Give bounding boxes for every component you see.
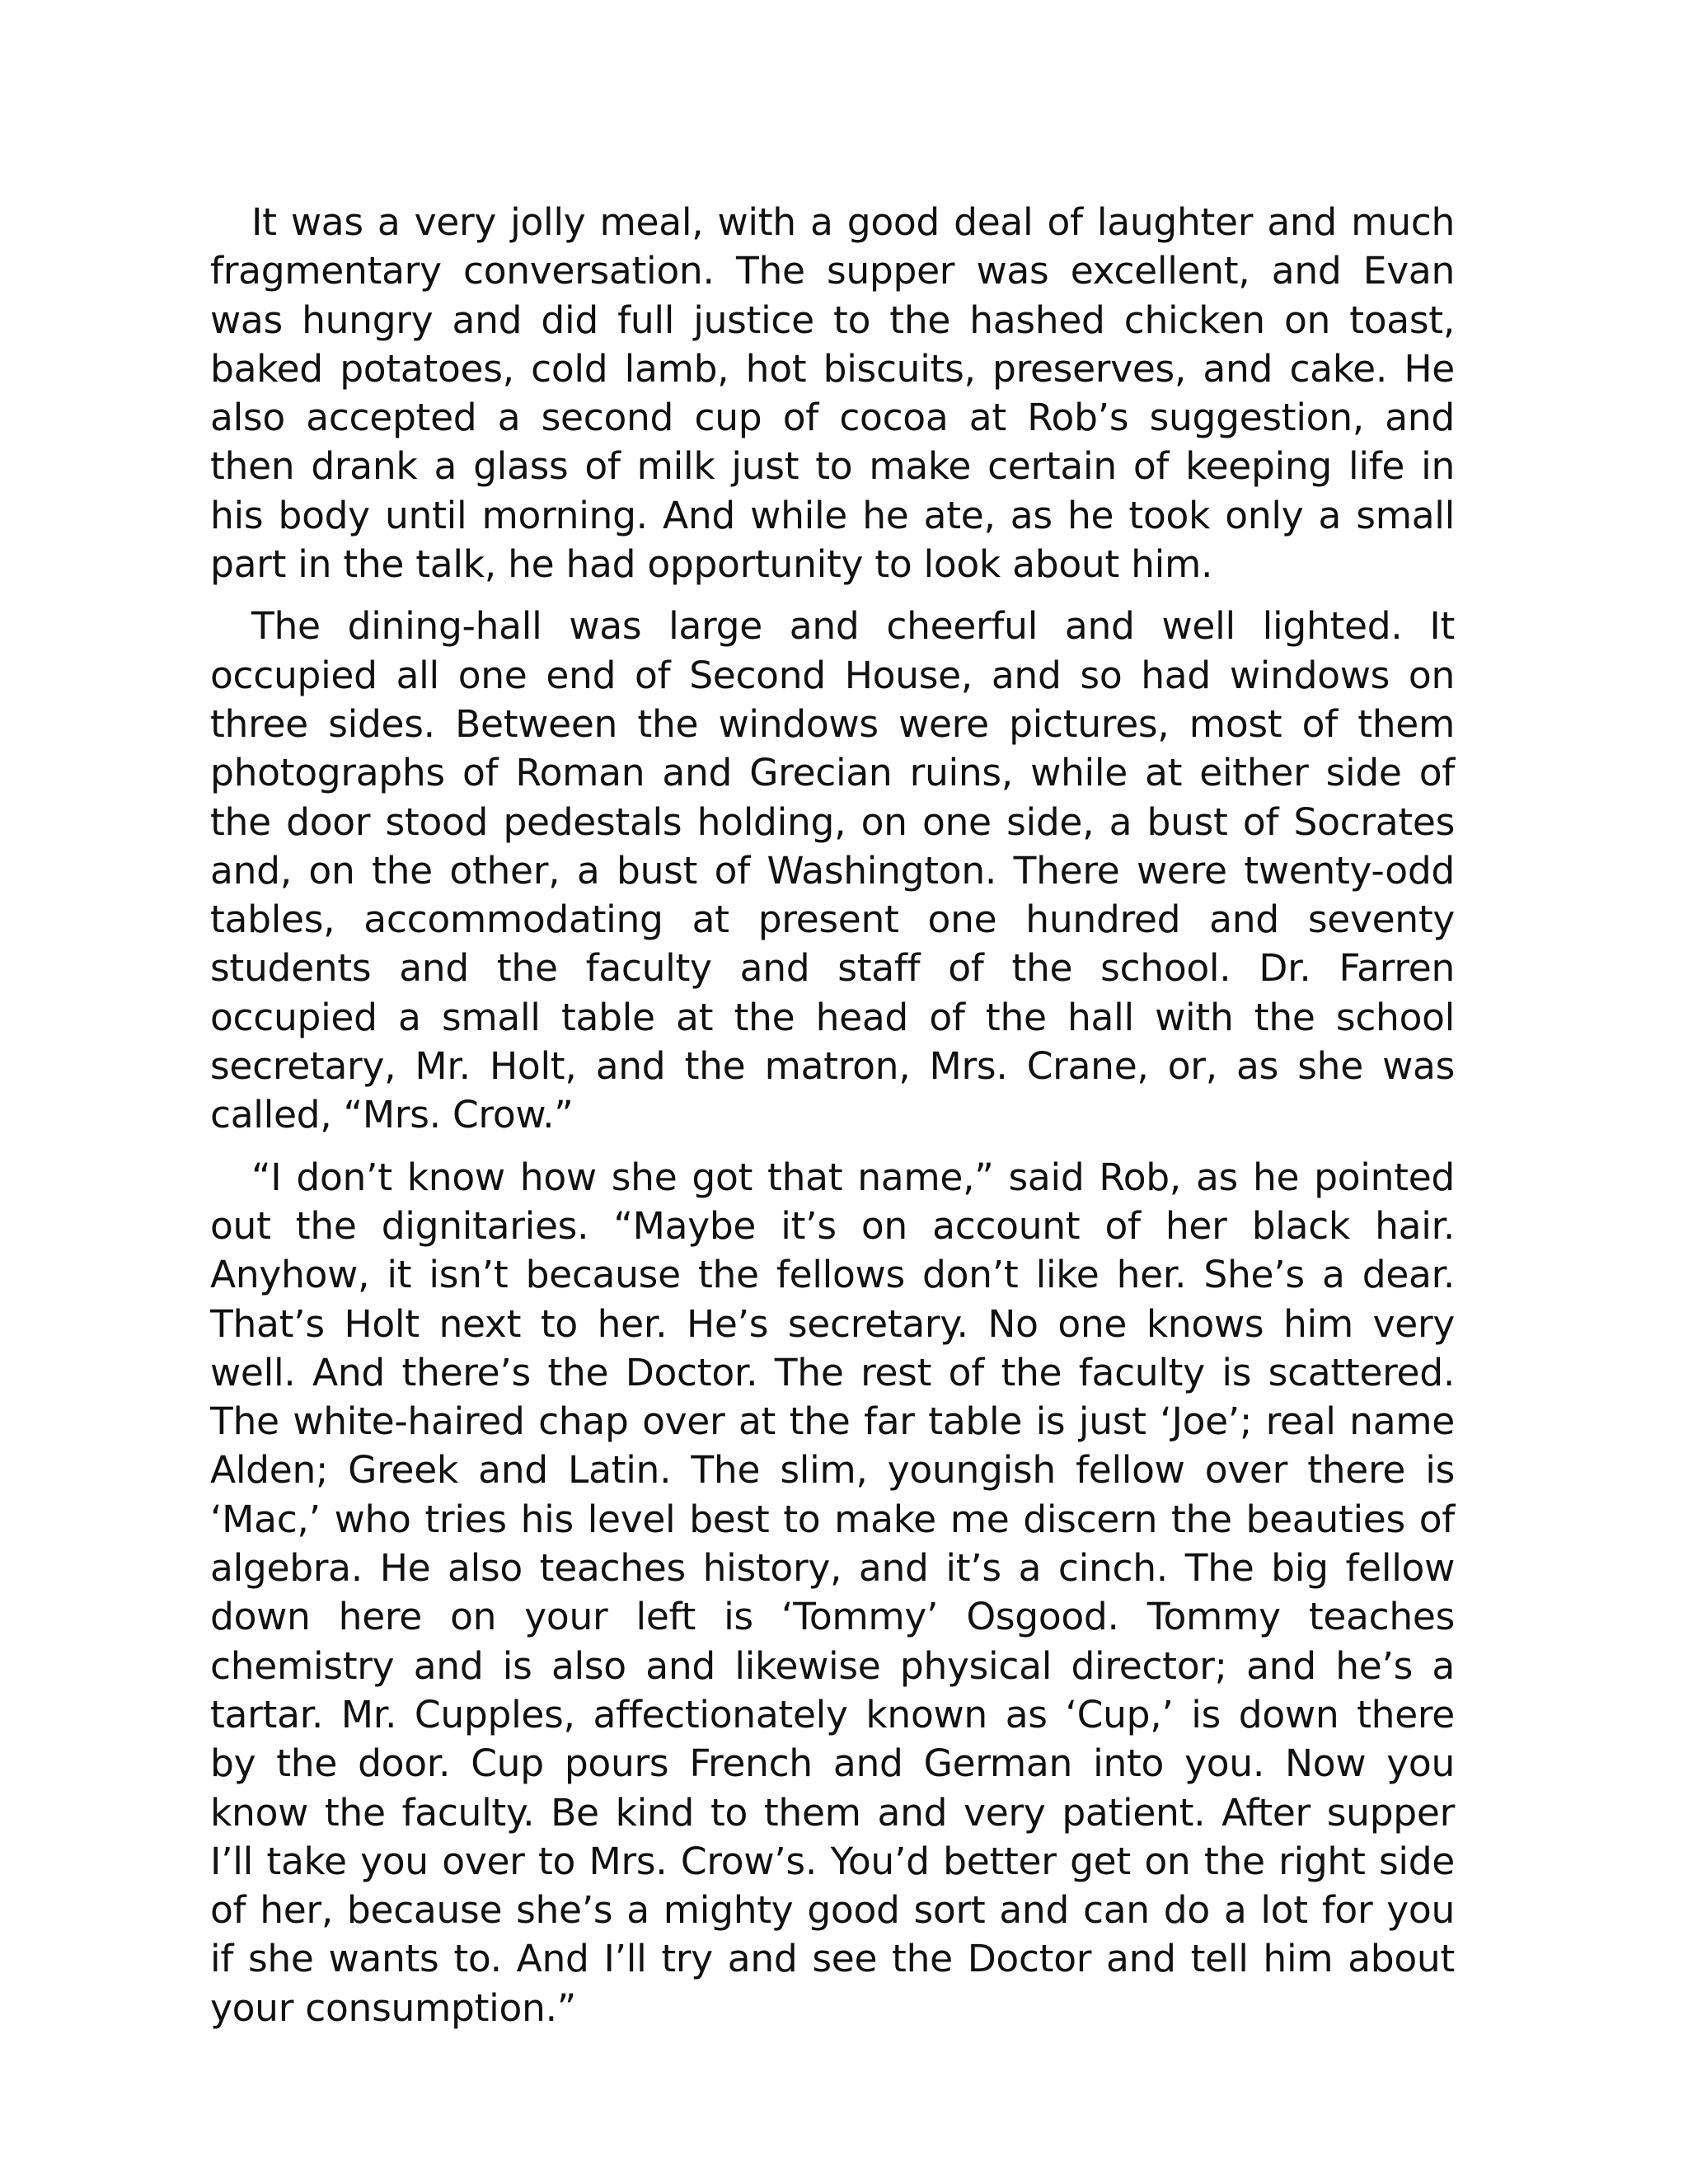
paragraph-1: It was a very jolly meal, with a good deal of laughter and much fragmentary conversation. The supper was excellent, and Evan was hungry and did full justice to the hashed chicken on toast, baked potatoes, cold lamb, hot biscuits, preserves, and cake. He also accepted a second cup of cocoa at Rob’s suggestion, and then drank a glass of milk just to make certain of keeping life in his body until morning. And while he ate, as he took only a small part in the talk, he had opportunity to look about him.: [210, 200, 1455, 587]
page-body-text: [210, 198, 1455, 2046]
paragraph-2: The dining-hall was large and cheerful and well lighted. It occupied all one end of Second House, and so had windows on three sides. Between the windows were pictures, most of them photographs of Roman and Grecian ruins, while at either side of the door stood pedestals holding, on one side, a bust of Socrates and, on the other, a bust of Washington. There were twenty-odd tables, accommodating at present one hundred and seventy students and the faculty and staff of the school. Dr. Farren occupied a small table at the head of the hall with the school secretary, Mr. Holt, and the matron, Mrs. Crane, or, as she was called, “Mrs. Crow.”: [210, 604, 1455, 1137]
paragraph-3: “I don’t know how she got that name,” said Rob, as he pointed out the dignitaries. “Maybe it’s on account of her black hair. Anyhow, it isn’t because the fellows don’t like her. She’s a dear. That’s Holt next to her. He’s secretary. No one knows him very well. And there’s the Doctor. The rest of the faculty is scattered. The white-haired chap over at the far table is just ‘Joe’; real name Alden; Greek and Latin. The slim, youngish fellow over there is ‘Mac,’ who tries his level best to make me discern the beauties of algebra. He also teaches history, and it’s a cinch. The big fellow down here on your left is ‘Tommy’ Osgood. Tommy teaches chemistry and is also and likewise physical director; and he’s a tartar. Mr. Cupples, affectionately known as ‘Cup,’ is down there by the door. Cup pours French and German into you. Now you know the faculty. Be kind to them and very patient. After supper I’ll take you over to Mrs. Crow’s. You’d better get on the right side of her, because she’s a mighty good sort and can do a lot for you if she wants to. And I’ll try and see the Doctor and tell him about your consumption.”: [210, 1155, 1455, 2030]
